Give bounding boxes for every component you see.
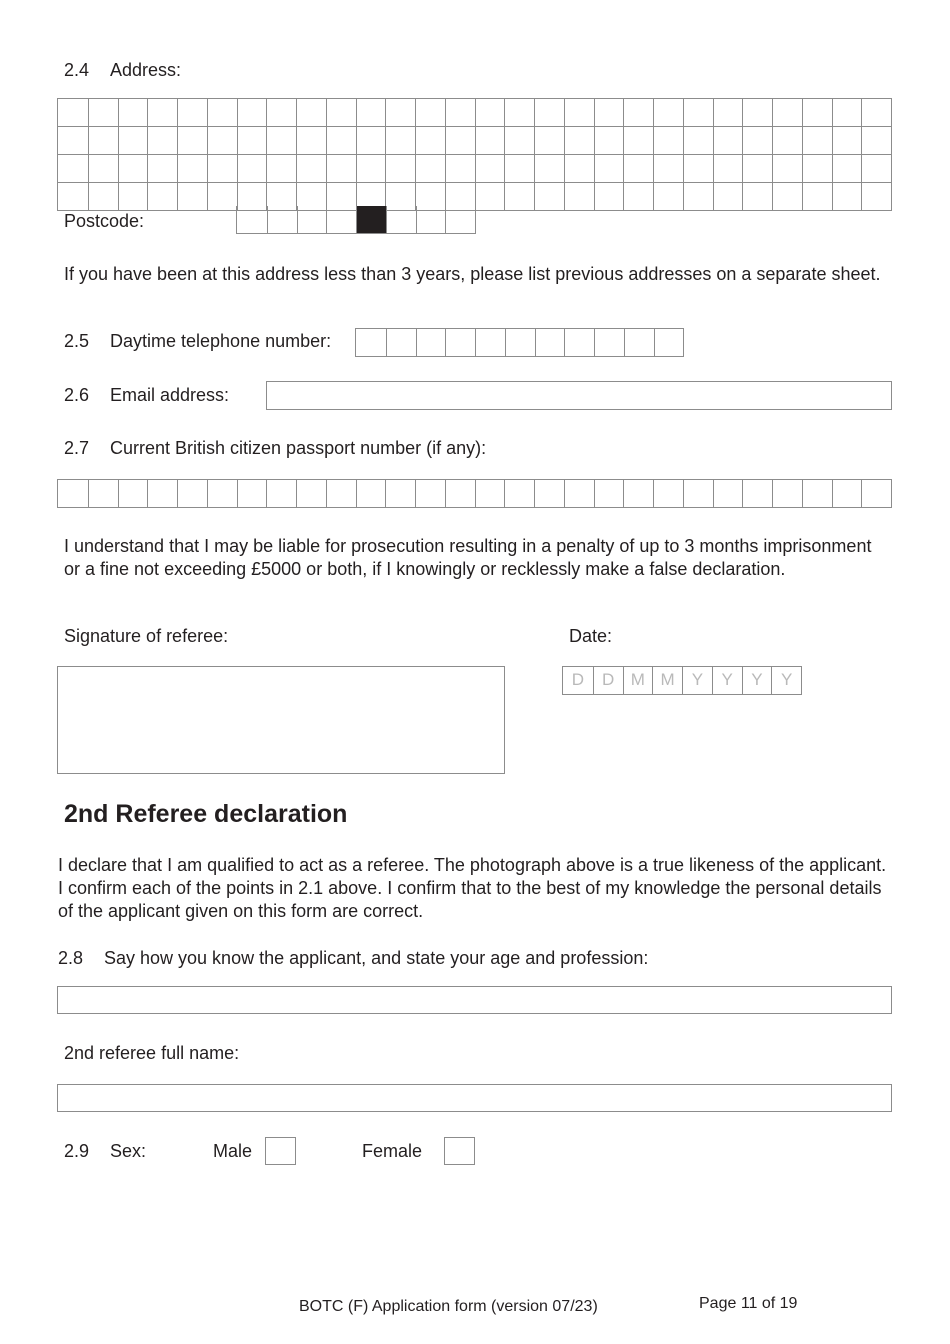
address-grid[interactable]	[57, 98, 892, 211]
passport-cell[interactable]	[832, 480, 862, 507]
address-cell[interactable]	[683, 183, 713, 210]
address-line-3[interactable]	[58, 154, 891, 182]
date-cell[interactable]: M	[623, 667, 653, 694]
address-cell[interactable]	[296, 127, 326, 154]
address-cell[interactable]	[504, 127, 534, 154]
address-cell[interactable]	[713, 155, 743, 182]
address-cell[interactable]	[266, 99, 296, 126]
passport-cell[interactable]	[504, 480, 534, 507]
passport-cell[interactable]	[177, 480, 207, 507]
section-number-2-4: 2.4	[64, 60, 90, 80]
second-referee-heading: 2nd Referee declaration	[64, 800, 348, 828]
address-cell[interactable]	[713, 183, 743, 210]
date-cell[interactable]: Y	[682, 667, 712, 694]
address-cell[interactable]	[326, 127, 356, 154]
date-cell[interactable]: Y	[771, 667, 801, 694]
male-label: Male	[213, 1141, 253, 1161]
address-cell[interactable]	[445, 155, 475, 182]
address-cell[interactable]	[504, 183, 534, 210]
date-field[interactable]	[562, 666, 802, 695]
passport-cell[interactable]	[296, 480, 326, 507]
address-line-2[interactable]	[58, 126, 891, 154]
address-cell[interactable]	[594, 155, 624, 182]
passport-cell[interactable]	[683, 480, 713, 507]
passport-cell[interactable]	[445, 480, 475, 507]
passport-cell[interactable]	[713, 480, 743, 507]
address-cell[interactable]	[207, 99, 237, 126]
passport-cell[interactable]	[88, 480, 118, 507]
address-cell[interactable]	[207, 127, 237, 154]
address-cell[interactable]	[504, 99, 534, 126]
passport-cell[interactable]	[147, 480, 177, 507]
section-number-2-8: 2.8	[58, 948, 84, 968]
footer-form-name: BOTC (F) Application form (version 07/23)	[299, 1298, 598, 1315]
address-cell[interactable]	[742, 99, 772, 126]
address-cell[interactable]	[564, 183, 594, 210]
postcode-cell[interactable]	[326, 206, 356, 233]
section-number-2-9: 2.9	[64, 1141, 90, 1161]
date-cell[interactable]: D	[571, 670, 585, 689]
address-cell[interactable]	[445, 99, 475, 126]
address-cell[interactable]	[742, 155, 772, 182]
postcode-cell[interactable]	[445, 206, 475, 233]
passport-cell[interactable]	[58, 480, 88, 507]
address-cell[interactable]	[772, 155, 802, 182]
address-cell[interactable]	[861, 155, 891, 182]
telephone-field[interactable]	[355, 328, 684, 357]
address-cell[interactable]	[772, 99, 802, 126]
address-cell[interactable]	[802, 183, 832, 210]
address-cell[interactable]	[623, 99, 653, 126]
address-cell[interactable]	[385, 127, 415, 154]
passport-cell[interactable]	[385, 480, 415, 507]
relationship-question-label: Say how you know the applicant, and state your age and profession:	[104, 948, 649, 968]
date-cell[interactable]: D	[593, 667, 623, 694]
date-label: Date:	[569, 626, 613, 646]
address-cell[interactable]	[58, 127, 88, 154]
address-cell[interactable]	[802, 99, 832, 126]
postcode-cell[interactable]	[297, 206, 327, 233]
address-cell[interactable]	[147, 127, 177, 154]
email-field[interactable]	[266, 381, 892, 410]
address-cell[interactable]	[177, 183, 207, 210]
email-label: Email address:	[110, 385, 230, 405]
address-cell[interactable]	[534, 183, 564, 210]
passport-cell[interactable]	[802, 480, 832, 507]
address-cell[interactable]	[88, 99, 118, 126]
address-cell[interactable]	[832, 127, 862, 154]
address-cell[interactable]	[356, 155, 386, 182]
passport-cell[interactable]	[266, 480, 296, 507]
address-cell[interactable]	[88, 155, 118, 182]
passport-cell[interactable]	[742, 480, 772, 507]
telephone-cell[interactable]	[386, 329, 416, 356]
previous-address-note: If you have been at this address less than 3 years, please list previous addresses on a separate sheet.	[64, 264, 881, 284]
passport-cell[interactable]	[237, 480, 267, 507]
address-cell[interactable]	[772, 183, 802, 210]
address-cell[interactable]	[683, 99, 713, 126]
full-name-label: 2nd referee full name:	[64, 1043, 240, 1063]
address-cell[interactable]	[475, 99, 505, 126]
passport-cell[interactable]	[594, 480, 624, 507]
address-cell[interactable]	[118, 183, 148, 210]
telephone-cell[interactable]	[654, 329, 684, 356]
male-checkbox[interactable]	[265, 1137, 296, 1165]
telephone-cell[interactable]	[535, 329, 565, 356]
address-label: Address:	[110, 60, 182, 80]
full-name-field[interactable]	[57, 1084, 892, 1112]
postcode-cell[interactable]	[416, 206, 446, 233]
address-cell[interactable]	[564, 99, 594, 126]
date-cell[interactable]: M	[652, 667, 682, 694]
address-cell[interactable]	[832, 183, 862, 210]
address-cell[interactable]	[356, 99, 386, 126]
postcode-cell[interactable]	[237, 206, 267, 233]
address-cell[interactable]	[475, 155, 505, 182]
passport-cell[interactable]	[326, 480, 356, 507]
address-cell[interactable]	[118, 127, 148, 154]
passport-number-field[interactable]	[57, 479, 892, 508]
passport-cell[interactable]	[356, 480, 386, 507]
telephone-cell[interactable]	[416, 329, 446, 356]
passport-cell[interactable]	[623, 480, 653, 507]
address-cell[interactable]	[534, 99, 564, 126]
telephone-cell[interactable]	[594, 329, 624, 356]
address-cell[interactable]	[177, 99, 207, 126]
address-cell[interactable]	[415, 127, 445, 154]
address-cell[interactable]	[653, 127, 683, 154]
telephone-cell[interactable]	[475, 329, 505, 356]
address-cell[interactable]	[772, 127, 802, 154]
address-cell[interactable]	[266, 155, 296, 182]
telephone-cell[interactable]	[445, 329, 475, 356]
address-cell[interactable]	[623, 127, 653, 154]
passport-cell[interactable]	[564, 480, 594, 507]
address-cell[interactable]	[802, 155, 832, 182]
address-cell[interactable]	[653, 155, 683, 182]
address-cell[interactable]	[415, 155, 445, 182]
address-cell[interactable]	[445, 127, 475, 154]
address-cell[interactable]	[475, 183, 505, 210]
footer-page-number: Page 11 of 19	[699, 1295, 798, 1312]
address-cell[interactable]	[832, 99, 862, 126]
address-cell[interactable]	[237, 99, 267, 126]
passport-cell[interactable]	[118, 480, 148, 507]
address-cell[interactable]	[326, 99, 356, 126]
telephone-label: Daytime telephone number:	[110, 331, 332, 351]
sex-label: Sex:	[110, 1141, 147, 1161]
passport-cell[interactable]	[534, 480, 564, 507]
address-cell[interactable]	[118, 155, 148, 182]
address-cell[interactable]	[415, 99, 445, 126]
date-cell[interactable]: Y	[742, 667, 772, 694]
passport-cell[interactable]	[207, 480, 237, 507]
address-cell[interactable]	[296, 99, 326, 126]
telephone-cell[interactable]	[356, 329, 386, 356]
address-cell[interactable]	[534, 155, 564, 182]
date-cell[interactable]: Y	[712, 667, 742, 694]
postcode-cell[interactable]	[386, 206, 416, 233]
address-cell[interactable]	[742, 183, 772, 210]
address-line-1[interactable]	[58, 99, 891, 126]
address-cell[interactable]	[266, 127, 296, 154]
address-cell[interactable]	[861, 183, 891, 210]
female-checkbox[interactable]	[444, 1137, 475, 1165]
address-cell[interactable]	[237, 127, 267, 154]
address-cell[interactable]	[58, 183, 88, 210]
address-cell[interactable]	[683, 127, 713, 154]
telephone-cell[interactable]	[624, 329, 654, 356]
address-cell[interactable]	[653, 99, 683, 126]
address-cell[interactable]	[594, 183, 624, 210]
address-cell[interactable]	[237, 155, 267, 182]
passport-cell[interactable]	[415, 480, 445, 507]
section-number-2-7: 2.7	[64, 438, 90, 458]
section-number-2-6: 2.6	[64, 385, 90, 405]
address-cell[interactable]	[475, 127, 505, 154]
address-cell[interactable]	[88, 183, 118, 210]
prosecution-warning: I understand that I may be liable for prosecution resulting in a penalty of up to 3 months imprisonment or a fine not exceeding £5000 or both, if I knowingly or recklessly make a false declaration.	[64, 536, 872, 579]
passport-cell[interactable]	[772, 480, 802, 507]
address-cell[interactable]	[713, 99, 743, 126]
passport-cell[interactable]	[861, 480, 891, 507]
address-cell[interactable]	[713, 127, 743, 154]
address-cell[interactable]	[207, 155, 237, 182]
address-cell[interactable]	[594, 127, 624, 154]
telephone-cell[interactable]	[564, 329, 594, 356]
address-cell[interactable]	[832, 155, 862, 182]
address-cell[interactable]	[564, 127, 594, 154]
address-cell[interactable]	[88, 127, 118, 154]
address-cell[interactable]	[147, 183, 177, 210]
address-cell[interactable]	[802, 127, 832, 154]
telephone-cell[interactable]	[505, 329, 535, 356]
address-cell[interactable]	[683, 155, 713, 182]
signature-label: Signature of referee:	[64, 626, 229, 646]
address-cell[interactable]	[861, 127, 891, 154]
address-cell[interactable]	[177, 127, 207, 154]
address-cell[interactable]	[504, 155, 534, 182]
address-cell[interactable]	[356, 127, 386, 154]
passport-label: Current British citizen passport number (if any):	[110, 438, 487, 458]
address-cell[interactable]	[177, 155, 207, 182]
address-cell[interactable]	[861, 99, 891, 126]
postcode-field[interactable]	[236, 206, 476, 234]
address-cell[interactable]	[296, 155, 326, 182]
postcode-cell[interactable]	[267, 206, 297, 233]
section-number-2-5: 2.5	[64, 331, 90, 351]
address-cell[interactable]	[623, 183, 653, 210]
address-cell[interactable]	[147, 155, 177, 182]
postcode-label: Postcode:	[64, 211, 145, 231]
address-cell[interactable]	[564, 155, 594, 182]
address-cell[interactable]	[207, 183, 237, 210]
address-cell[interactable]	[742, 127, 772, 154]
postcode-cell[interactable]	[356, 206, 386, 233]
address-cell[interactable]	[594, 99, 624, 126]
address-cell[interactable]	[326, 155, 356, 182]
address-cell[interactable]	[623, 155, 653, 182]
address-cell[interactable]	[118, 99, 148, 126]
address-cell[interactable]	[653, 183, 683, 210]
female-label: Female	[362, 1141, 423, 1161]
relationship-field[interactable]	[57, 986, 892, 1014]
passport-cell[interactable]	[475, 480, 505, 507]
address-cell[interactable]	[147, 99, 177, 126]
second-referee-intro: I declare that I am qualified to act as a referee. The photograph above is a true likeness of the applicant. I confirm each of the points in 2.1 above. I confirm that to the best of my knowledge the personal details of the applicant given on this form are correct.	[58, 855, 887, 921]
passport-cell[interactable]	[653, 480, 683, 507]
address-cell[interactable]	[534, 127, 564, 154]
address-cell[interactable]	[58, 99, 88, 126]
signature-field[interactable]	[57, 666, 505, 774]
address-cell[interactable]	[385, 99, 415, 126]
address-cell[interactable]	[385, 155, 415, 182]
address-cell[interactable]	[58, 155, 88, 182]
